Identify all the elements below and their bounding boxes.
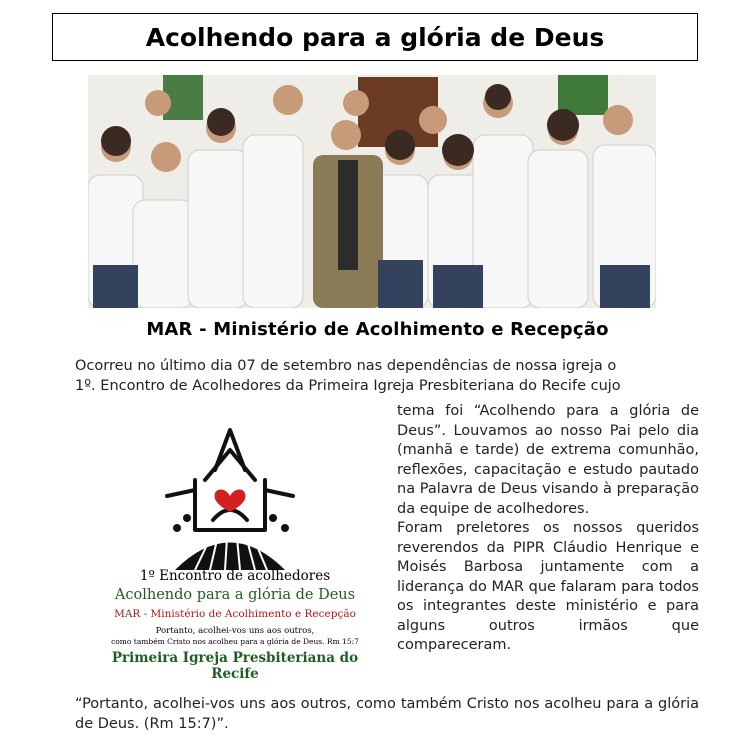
logo-verse-2: como também Cristo nos acolheu para a glória de Deus. Rm 15:7 <box>111 637 359 646</box>
page-title: Acolhendo para a glória de Deus <box>52 13 698 61</box>
church-house-icon <box>95 420 375 570</box>
group-photo <box>88 75 656 308</box>
article-intro <box>75 357 699 396</box>
logo-theme: Acolhendo para a glória de Deus <box>114 587 356 603</box>
logo-event-name: 1º Encontro de acolhedores <box>139 568 331 584</box>
closing-quote: “Portanto, acolhei-vos uns aos outros, como também Cristo nos acolheu para a glória de Deus. (Rm 15:7)”. <box>75 696 699 732</box>
event-logo <box>95 420 375 682</box>
logo-verse-1: Portanto, acolhei-vos uns aos outros, <box>155 626 315 636</box>
article-line-1: Ocorreu no último dia 07 de setembro nas dependências de nossa igreja o <box>75 358 617 374</box>
group-photo-illustration <box>88 75 656 308</box>
logo-ministry: MAR - Ministério de Acolhimento e Recepção <box>114 608 356 620</box>
article-column-text: tema foi “Acolhendo para a glória de Deus”. Louvamos ao nosso Pai pelo dia (manhã e tarde) de extrema comunhão, reflexões, capacitação e estudo pautado na Palavra de Deus visando à preparação da equipe de acolhedores. <box>397 403 699 517</box>
logo-church-name: Primeira Igreja Presbiteriana do Recife <box>111 650 359 682</box>
article-column <box>397 402 699 656</box>
article-column-text-2: Foram preletores os nossos queridos reverendos da PIPR Cláudio Henrique e Moisés Barbosa juntamente com a liderança do MAR que falaram para todos os integrantes deste ministério e para alguns outros irmãos que compareceram. <box>397 520 699 653</box>
section-subtitle: MAR - Ministério de Acolhimento e Recepção <box>146 319 609 340</box>
heart-icon <box>215 490 246 512</box>
article-line-2: 1º. Encontro de Acolhedores da Primeira Igreja Presbiteriana do Recife cujo <box>75 377 621 394</box>
